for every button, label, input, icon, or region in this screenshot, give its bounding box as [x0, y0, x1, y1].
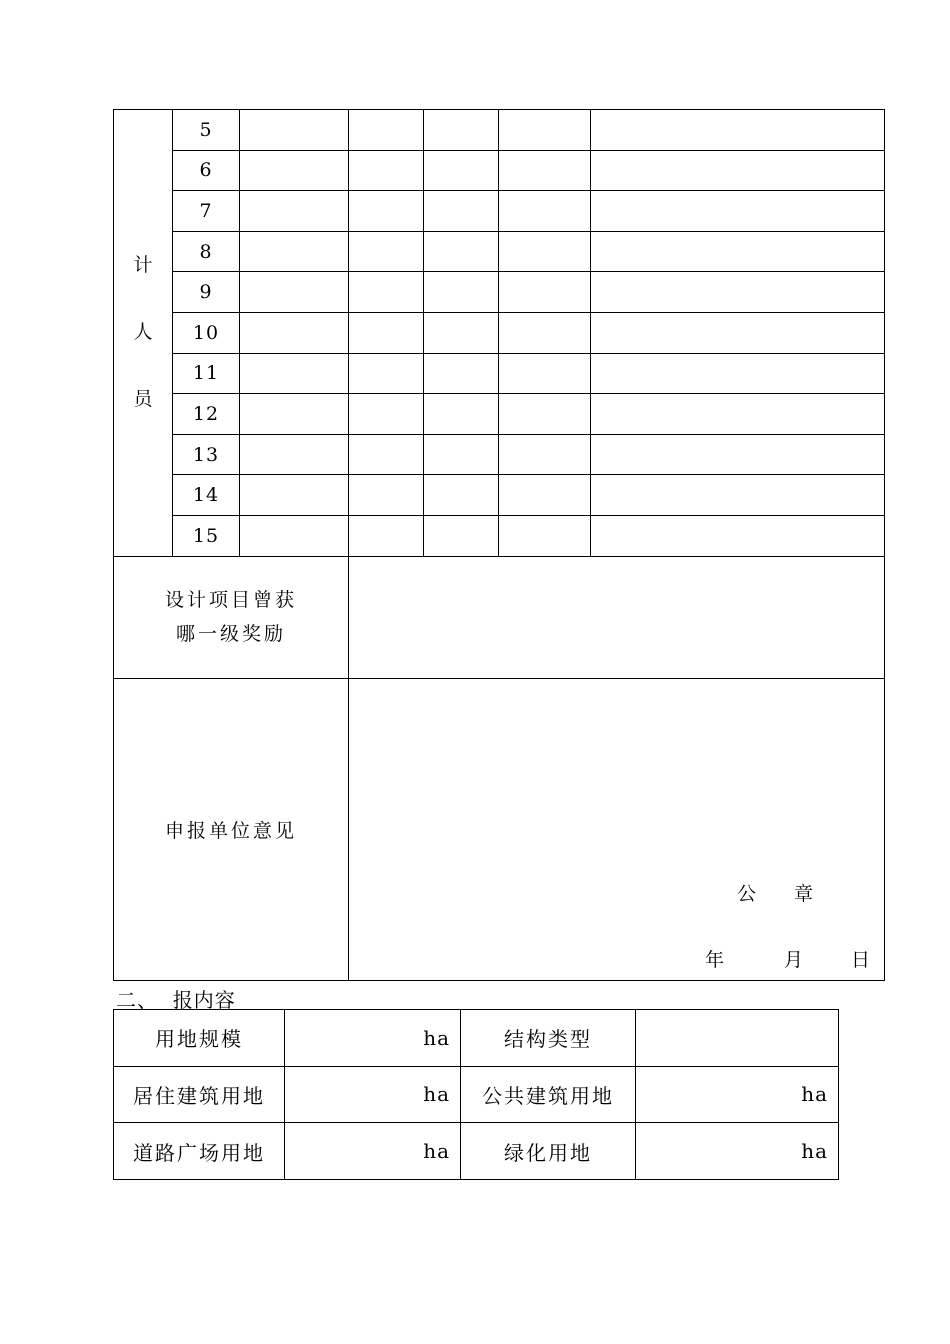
cell[interactable] — [591, 516, 885, 557]
cell[interactable] — [424, 110, 499, 151]
side-label-char: 人 — [133, 321, 153, 344]
row-number: 12 — [173, 394, 240, 435]
date-text — [705, 945, 870, 972]
awards-row — [114, 556, 885, 678]
cell[interactable] — [424, 434, 499, 475]
cell[interactable] — [349, 231, 424, 272]
designer-row — [114, 191, 885, 232]
cell[interactable] — [349, 516, 424, 557]
cell[interactable] — [349, 475, 424, 516]
cell[interactable] — [240, 475, 349, 516]
cell[interactable] — [499, 394, 591, 435]
row-number: 10 — [173, 313, 240, 354]
cell[interactable] — [349, 394, 424, 435]
cell[interactable] — [240, 434, 349, 475]
cell[interactable] — [499, 231, 591, 272]
seal-char: 章 — [794, 882, 814, 905]
side-label-char: 计 — [133, 254, 153, 277]
cell[interactable] — [591, 150, 885, 191]
date-year-label: 年 — [705, 948, 725, 971]
cell[interactable] — [499, 150, 591, 191]
cell[interactable] — [349, 110, 424, 151]
cell[interactable] — [240, 272, 349, 313]
date-month-label: 月 — [784, 948, 804, 971]
cell[interactable] — [349, 353, 424, 394]
cell[interactable] — [349, 313, 424, 354]
cell[interactable] — [240, 191, 349, 232]
land-scale-value[interactable]: ha — [285, 1010, 461, 1067]
designer-row — [114, 434, 885, 475]
row-number: 9 — [173, 272, 240, 313]
cell[interactable] — [424, 353, 499, 394]
row-number: 6 — [173, 150, 240, 191]
public-building-land-value[interactable]: ha — [636, 1066, 839, 1123]
cell[interactable] — [240, 313, 349, 354]
cell[interactable] — [240, 394, 349, 435]
row-number: 14 — [173, 475, 240, 516]
cell[interactable] — [591, 434, 885, 475]
cell[interactable] — [240, 110, 349, 151]
date-day-label: 日 — [851, 948, 871, 971]
section-title: 二、 报内容 — [116, 988, 236, 1012]
designer-row — [114, 475, 885, 516]
cell[interactable] — [499, 272, 591, 313]
content-row — [114, 1066, 839, 1123]
cell[interactable] — [591, 394, 885, 435]
designer-row — [114, 272, 885, 313]
cell[interactable] — [591, 353, 885, 394]
awards-label — [114, 556, 349, 678]
seal-char: 公 — [737, 882, 757, 905]
public-building-land-label: 公共建筑用地 — [461, 1066, 636, 1123]
seal-text — [737, 879, 813, 906]
cell[interactable] — [499, 434, 591, 475]
cell[interactable] — [499, 353, 591, 394]
designer-row — [114, 110, 885, 151]
content-row — [114, 1010, 839, 1067]
designer-row — [114, 313, 885, 354]
cell[interactable] — [240, 150, 349, 191]
designer-row — [114, 231, 885, 272]
cell[interactable] — [349, 272, 424, 313]
side-label-char: 员 — [133, 388, 153, 411]
cell[interactable] — [499, 516, 591, 557]
cell[interactable] — [424, 313, 499, 354]
content-table — [113, 1009, 839, 1180]
row-number: 13 — [173, 434, 240, 475]
cell[interactable] — [499, 110, 591, 151]
opinion-value[interactable] — [349, 678, 885, 980]
cell[interactable] — [591, 313, 885, 354]
cell[interactable] — [591, 272, 885, 313]
cell[interactable] — [424, 191, 499, 232]
awards-value[interactable] — [349, 556, 885, 678]
structure-type-label: 结构类型 — [461, 1010, 636, 1067]
content-row — [114, 1123, 839, 1180]
residential-land-value[interactable]: ha — [285, 1066, 461, 1123]
designer-table — [113, 109, 885, 981]
opinion-row — [114, 678, 885, 980]
cell[interactable] — [240, 516, 349, 557]
cell[interactable] — [499, 191, 591, 232]
road-square-land-label: 道路广场用地 — [114, 1123, 285, 1180]
cell[interactable] — [499, 475, 591, 516]
cell[interactable] — [424, 475, 499, 516]
cell[interactable] — [424, 272, 499, 313]
cell[interactable] — [349, 434, 424, 475]
green-land-value[interactable]: ha — [636, 1123, 839, 1180]
road-square-land-value[interactable]: ha — [285, 1123, 461, 1180]
land-scale-label: 用地规模 — [114, 1010, 285, 1067]
awards-label-line: 哪一级奖励 — [175, 623, 286, 646]
cell[interactable] — [424, 231, 499, 272]
cell[interactable] — [240, 231, 349, 272]
cell[interactable] — [591, 231, 885, 272]
row-number: 11 — [173, 353, 240, 394]
cell[interactable] — [424, 394, 499, 435]
designer-row — [114, 516, 885, 557]
row-number: 8 — [173, 231, 240, 272]
designer-row — [114, 394, 885, 435]
cell[interactable] — [591, 475, 885, 516]
cell[interactable] — [499, 313, 591, 354]
designer-row — [114, 353, 885, 394]
cell[interactable] — [591, 191, 885, 232]
residential-land-label: 居住建筑用地 — [114, 1066, 285, 1123]
cell[interactable] — [591, 110, 885, 151]
row-number: 7 — [173, 191, 240, 232]
awards-label-line: 设计项目曾获 — [164, 589, 297, 612]
designer-row — [114, 150, 885, 191]
designers-side-label — [114, 110, 173, 557]
cell[interactable] — [349, 191, 424, 232]
cell[interactable] — [424, 516, 499, 557]
cell[interactable] — [424, 150, 499, 191]
row-number: 15 — [173, 516, 240, 557]
row-number: 5 — [173, 110, 240, 151]
green-land-label: 绿化用地 — [461, 1123, 636, 1180]
cell[interactable] — [349, 150, 424, 191]
structure-type-value[interactable] — [636, 1010, 839, 1067]
cell[interactable] — [240, 353, 349, 394]
opinion-label: 申报单位意见 — [114, 678, 349, 980]
